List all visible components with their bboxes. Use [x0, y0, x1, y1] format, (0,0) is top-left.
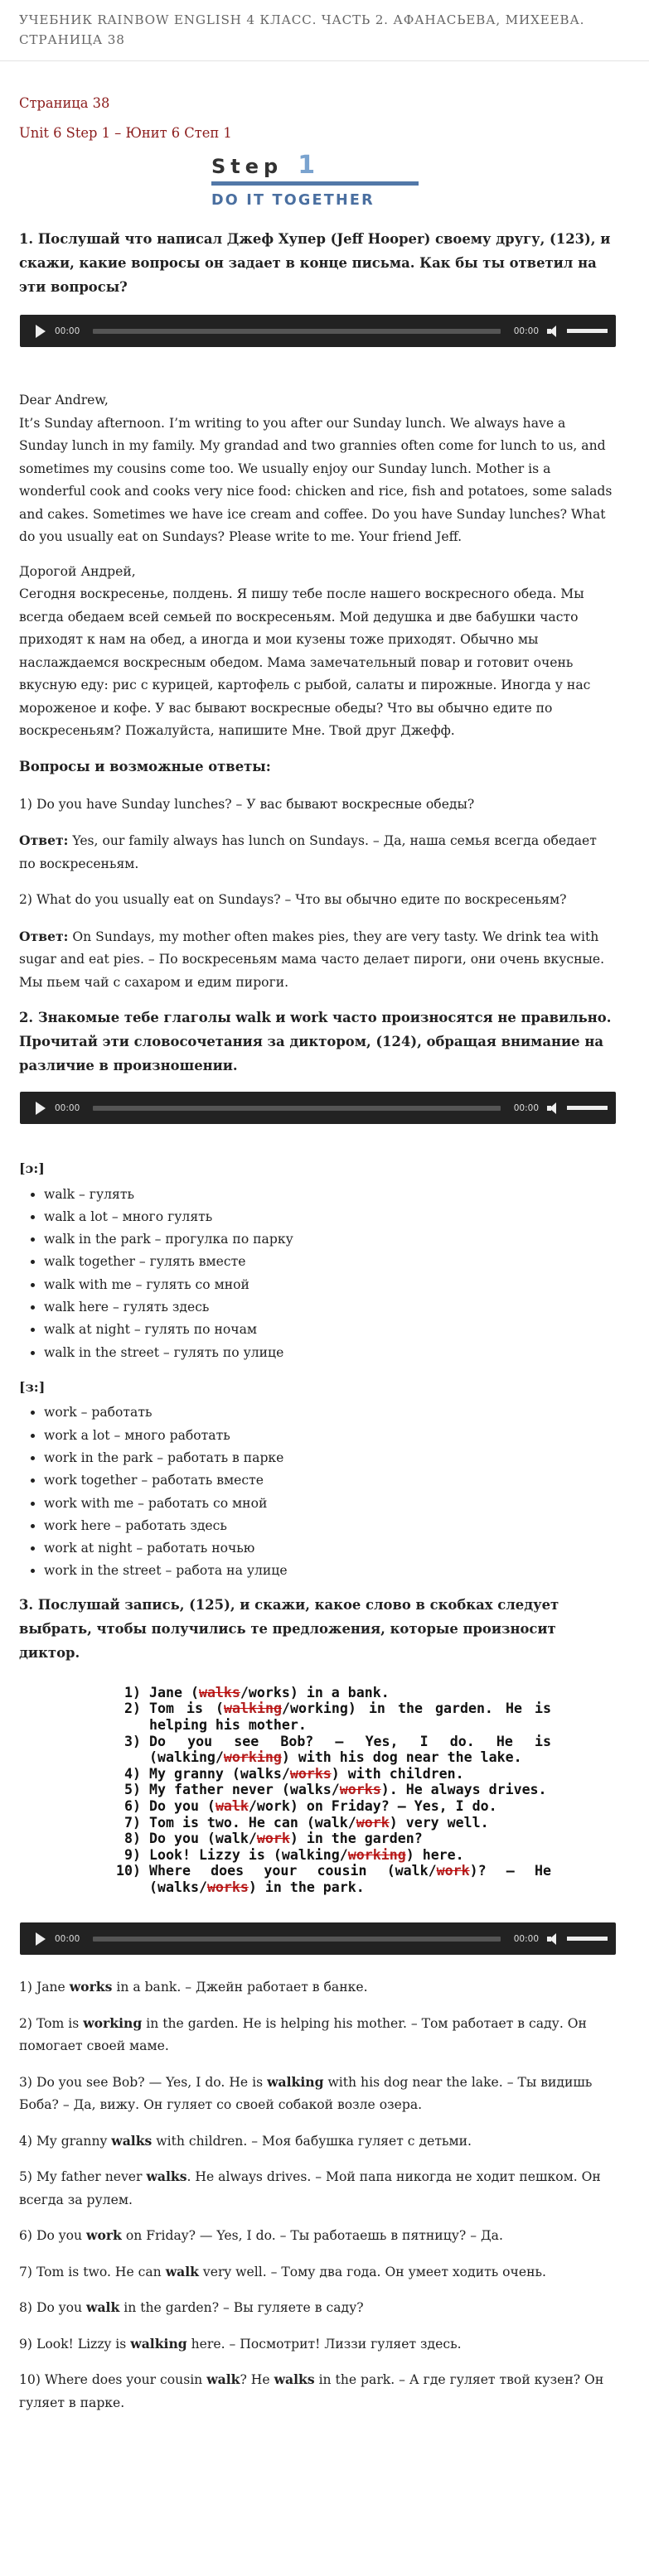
site-title[interactable]: УЧЕБНИК RAINBOW ENGLISH 4 КЛАСС. ЧАСТЬ 2. АФАНАСЬЕВА, МИХЕЕВА. СТРАНИЦА 38: [19, 12, 585, 47]
struck-word: works: [339, 1782, 381, 1798]
exercise-item: [109, 1782, 616, 1798]
item-number: 3): [124, 1733, 141, 1749]
volume-slider[interactable]: [567, 329, 608, 333]
volume-slider[interactable]: [567, 1937, 608, 1941]
exercise-item: [109, 1863, 616, 1895]
answer-item: 1) Jane works in a bank. – Джейн работает в банке.: [19, 1979, 368, 1995]
volume-icon[interactable]: [547, 326, 559, 337]
letter-greeting: Dear Andrew,: [19, 393, 109, 408]
struck-word: walks: [198, 1684, 240, 1700]
list-item: • work in the park – работать в парке: [44, 1447, 616, 1469]
list-item: • walk with me – гулять со мной: [44, 1274, 616, 1296]
item-text: Tom is (walking/working) in the garden. He is helping his mother.: [149, 1700, 551, 1733]
list-item: • work here – работать здесь: [44, 1515, 616, 1537]
exercise-item: [109, 1734, 616, 1766]
answer-item: 8) Do you walk in the garden? – Вы гуляете в саду?: [19, 2299, 364, 2316]
exercise-item: [109, 1798, 616, 1815]
item-text: My granny (walks/works) with children.: [149, 1765, 464, 1782]
letter-greeting-ru: Дорогой Андрей,: [19, 563, 136, 579]
task-3-heading: 3. Послушай запись, (125), и скажи, какое слово в скобках следует выбрать, чтобы получились те предложения, которые произносит диктор.: [19, 1596, 559, 1661]
qa-heading: Вопросы и возможные ответы:: [19, 758, 271, 774]
struck-word: work: [256, 1831, 290, 1847]
play-icon[interactable]: [36, 1102, 46, 1115]
item-number: 10): [116, 1863, 141, 1879]
current-time: 00:00: [55, 326, 80, 336]
page-number: Страница 38: [19, 95, 110, 111]
answer-item: 10) Where does your cousin walk? He walks in the park. – А где гуляет твой кузен? Он гуляет в парке.: [19, 2371, 604, 2410]
current-time: 00:00: [55, 1102, 80, 1113]
exercise-image: [109, 1685, 616, 1896]
item-number: 9): [124, 1846, 141, 1863]
answer-text: Yes, our family always has lunch on Sundays. – Да, наша семья всегда обедает по воскресеньям.: [19, 833, 597, 871]
walk-list: [19, 1184, 616, 1364]
struck-word: walk: [215, 1797, 249, 1814]
list-item: • walk in the park – прогулка по парку: [44, 1228, 616, 1251]
volume-slider[interactable]: [567, 1106, 608, 1110]
answer-item: 7) Tom is two. He can walk very well. – Тому два года. Он умеет ходить очень.: [19, 2263, 546, 2279]
list-item: • walk – гулять: [44, 1184, 616, 1206]
answers-list: [19, 1975, 616, 2414]
answer-item: 5) My father never walks. He always drives. – Мой папа никогда не ходит пешком. Он всегда за рулем.: [19, 2168, 601, 2207]
struck-word: work: [436, 1863, 470, 1879]
duration: 00:00: [513, 1102, 539, 1113]
phonetic-work: [з:]: [19, 1378, 46, 1395]
duration: 00:00: [513, 1933, 539, 1944]
step-banner-image: [211, 151, 460, 220]
item-text: Look! Lizzy is (walking/working) here.: [149, 1846, 464, 1863]
answer-item: 3) Do you see Bob? — Yes, I do. He is walking with his dog near the lake. – Ты видишь Боба? – Да, вижу. Он гуляет со своей собакой возле озера.: [19, 2073, 593, 2113]
list-item: • walk in the street – гулять по улице: [44, 1342, 616, 1364]
exercise-item: [109, 1831, 616, 1847]
letter-russian: [19, 561, 616, 743]
audio-player-123[interactable]: [20, 315, 616, 347]
struck-word: working: [347, 1846, 406, 1863]
struck-word: work: [356, 1814, 390, 1831]
item-text: Do you (walk/work) on Friday? — Yes, I do.: [149, 1797, 497, 1814]
item-number: 5): [124, 1782, 141, 1798]
item-number: 2): [124, 1700, 141, 1717]
step-word: Step: [211, 155, 283, 178]
volume-icon[interactable]: [547, 1933, 559, 1945]
article: [0, 95, 649, 2414]
list-item: • walk a lot – много гулять: [44, 1206, 616, 1228]
item-text: Tom is two. He can (walk/work) very well.: [149, 1814, 489, 1831]
answer-item: 4) My granny walks with children. – Моя бабушка гуляет с детьми.: [19, 2132, 472, 2149]
answer-item: 6) Do you work on Friday? — Yes, I do. – Ты работаешь в пятницу? – Да.: [19, 2227, 503, 2244]
unit-step-heading: Unit 6 Step 1 – Юнит 6 Степ 1: [19, 125, 232, 141]
answer-label: Ответ:: [19, 832, 69, 848]
item-text: Do you (walk/work) in the garden?: [149, 1831, 423, 1847]
current-time: 00:00: [55, 1933, 80, 1944]
list-item: • work together – работать вместе: [44, 1469, 616, 1492]
volume-icon[interactable]: [547, 1102, 559, 1114]
answer-text: On Sundays, my mother often makes pies, they are very tasty. We drink tea with sugar and eat pies. – По воскресеньям мама часто делает пироги, они очень вкусные. Мы пьем чай с сахаром и едим пироги.: [19, 929, 605, 990]
question-1: 1) Do you have Sunday lunches? – У вас бывают воскресные обеды?: [19, 796, 475, 812]
struck-word: works: [206, 1879, 249, 1895]
list-item: • walk here – гулять здесь: [44, 1296, 616, 1319]
answer-2: [19, 925, 616, 995]
work-list: [19, 1401, 616, 1582]
letter-english: [19, 389, 616, 549]
list-item: • work at night – работать ночью: [44, 1537, 616, 1560]
struck-word: working: [223, 1749, 282, 1766]
list-item: • walk at night – гулять по ночам: [44, 1319, 616, 1341]
list-item: • walk together – гулять вместе: [44, 1251, 616, 1273]
progress-track[interactable]: [93, 1106, 500, 1111]
progress-track[interactable]: [93, 329, 500, 334]
item-number: 8): [124, 1831, 141, 1847]
task-2-heading: 2. Знакомые тебе глаголы walk и work часто произносятся не правильно. Прочитай эти словосочетания за диктором, (124), обращая внимание на различие в произношении.: [19, 1010, 612, 1073]
exercise-item: [109, 1766, 616, 1782]
step-number: 1: [298, 151, 316, 180]
duration: 00:00: [513, 326, 539, 336]
letter-body: It’s Sunday afternoon. I’m writing to you after our Sunday lunch. We always have a Sunday lunch in my family. My grandad and two grannies often come for lunch to us, and sometimes my cousins come too. We usually enjoy our Sunday lunch. Mother is a wonderful cook and cooks very nice food: chicken and rice, fish and potatoes, some salads and cakes. Sometimes we have ice cream and coffee. Do you have Sunday lunches? What do you usually eat on Sundays? Please write to me. Your friend Jeff.: [19, 415, 613, 544]
answer-item: 9) Look! Lizzy is walking here. – Посмотрит! Лиззи гуляет здесь.: [19, 2335, 462, 2352]
audio-player-125[interactable]: [20, 1922, 616, 1955]
answer-1: [19, 829, 616, 876]
item-number: 7): [124, 1814, 141, 1831]
step-divider: [211, 181, 419, 186]
item-text: Where does your cousin (walk/work)? — He (walks/works) in the park.: [149, 1863, 551, 1895]
step-subtitle: DO IT TOGETHER: [211, 192, 375, 209]
exercise-item: [109, 1815, 616, 1831]
item-number: 6): [124, 1797, 141, 1814]
question-2: 2) What do you usually eat on Sundays? – Что вы обычно едите по воскресеньям?: [19, 892, 567, 907]
struck-word: walking: [224, 1700, 282, 1717]
list-item: • work a lot – много работать: [44, 1425, 616, 1447]
item-number: 1): [124, 1684, 141, 1700]
answer-label: Ответ:: [19, 928, 69, 944]
audio-player-124[interactable]: [20, 1092, 616, 1124]
exercise-item: [109, 1685, 616, 1701]
list-item: • work – работать: [44, 1401, 616, 1424]
progress-track[interactable]: [93, 1937, 500, 1942]
item-text: Jane (walks/works) in a bank.: [149, 1684, 390, 1700]
item-text: My father never (walks/works). He always drives.: [149, 1782, 547, 1798]
task-1-heading: 1. Послушай что написал Джеф Хупер (Jeff Hooper) своему другу, (123), и скажи, какие вопросы он задает в конце письма. Как бы ты ответил на эти вопросы?: [19, 231, 611, 295]
item-text: Do you see Bob? — Yes, I do. He is (walking/working) with his dog near the lake.: [149, 1733, 551, 1766]
answer-item: 2) Tom is working in the garden. He is helping his mother. – Том работает в саду. Он помогает своей маме.: [19, 2014, 587, 2054]
play-icon[interactable]: [36, 325, 46, 338]
phonetic-walk: [ɔ:]: [19, 1160, 45, 1176]
list-item: • work in the street – работа на улице: [44, 1560, 616, 1582]
exercise-item: [109, 1847, 616, 1864]
play-icon[interactable]: [36, 1932, 46, 1946]
exercise-item: [109, 1700, 616, 1733]
struck-word: works: [289, 1765, 332, 1782]
letter-body-ru: Сегодня воскресенье, полдень. Я пишу тебе после нашего воскресного обеда. Мы всегда обедаем всей семьей по воскресеньям. Мой дедушка и две бабушки часто приходят к нам на обед, а иногда и мои кузены тоже приходят. Обычно мы наслаждаемся воскресным обедом. Мама замечательный повар и готовит очень вкусную еду: рис с курицей, картофель с рыбой, салаты и пирожные. Иногда у нас мороженое и кофе. У вас бывают воскресные обеды? Что вы обычно едите по воскресеньям? Пожалуйста, напишите Мне. Твой друг Джефф.: [19, 586, 591, 738]
site-header: [0, 0, 649, 61]
item-number: 4): [124, 1765, 141, 1782]
list-item: • work with me – работать со мной: [44, 1493, 616, 1515]
